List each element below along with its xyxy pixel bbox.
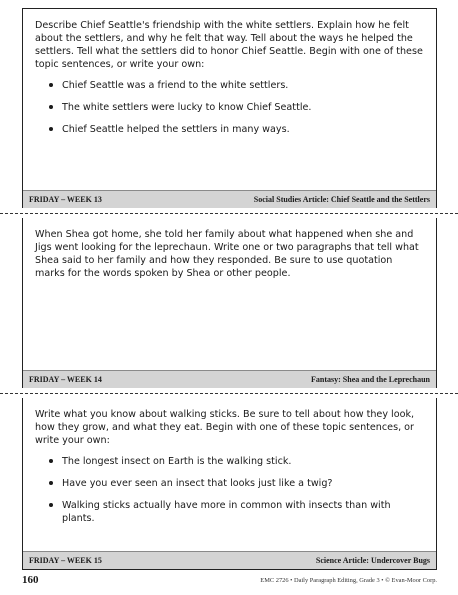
writing-prompt-card-week-14 xyxy=(22,218,437,388)
publisher-credit: EMC 2726 • Daily Paragraph Editing, Grade 3 • © Evan-Moor Corp. xyxy=(260,577,437,584)
list-item xyxy=(49,499,424,525)
card-footer xyxy=(23,551,436,569)
footer-week-label: FRIDAY – WEEK 13 xyxy=(29,195,102,204)
card-body xyxy=(23,398,436,525)
list-item xyxy=(49,477,424,490)
footer-source-label: Science Article: Undercover Bugs xyxy=(315,556,430,565)
prompt-text: Describe Chief Seattle's friendship with the white settlers. Explain how he felt about the settlers, and why he felt that way. Tell about the ways he helped the settlers. Tell what the settlers did to honor Chief Seattle. Begin with one of these topic sentences, or write your own: xyxy=(35,20,423,70)
card-footer xyxy=(23,190,436,208)
dashed-cut-line xyxy=(0,213,458,214)
prompt-text: When Shea got home, she told her family about what happened when she and Jigs went looking for the leprechaun. Write one or two paragraphs that tell what Shea said to her family and how they responded. Be sure to use quotation marks for the words spoken by Shea or other people. xyxy=(35,229,419,279)
list-item xyxy=(49,101,424,114)
bullet-icon xyxy=(49,105,53,109)
card-body xyxy=(23,9,436,136)
list-item xyxy=(49,123,424,136)
topic-sentence-list xyxy=(35,455,424,525)
bullet-icon xyxy=(49,459,53,463)
bullet-icon xyxy=(49,83,53,87)
card-body xyxy=(23,218,436,280)
topic-sentence: Chief Seattle helped the settlers in many ways. xyxy=(62,124,290,135)
topic-sentence-list xyxy=(35,79,424,136)
footer-week-label: FRIDAY – WEEK 14 xyxy=(29,375,102,384)
writing-prompt-card-week-15 xyxy=(22,398,437,570)
list-item xyxy=(49,455,424,468)
topic-sentence: The white settlers were lucky to know Chief Seattle. xyxy=(62,102,312,113)
bullet-icon xyxy=(49,127,53,131)
topic-sentence: Have you ever seen an insect that looks just like a twig? xyxy=(62,478,333,489)
footer-source-label: Social Studies Article: Chief Seattle and the Settlers xyxy=(253,195,430,204)
page-number: 160 xyxy=(22,574,39,586)
list-item xyxy=(49,79,424,92)
bullet-icon xyxy=(49,503,53,507)
dashed-cut-line xyxy=(0,393,458,394)
card-footer xyxy=(23,370,436,388)
footer-week-label: FRIDAY – WEEK 15 xyxy=(29,556,102,565)
writing-prompt-card-week-13 xyxy=(22,8,437,208)
prompt-text: Write what you know about walking sticks. Be sure to tell about how they look, how they grow, and what they eat. Begin with one of these topic sentences, or write your own: xyxy=(35,409,415,446)
bullet-icon xyxy=(49,481,53,485)
topic-sentence: Walking sticks actually have more in common with insects than with plants. xyxy=(62,500,391,524)
topic-sentence: Chief Seattle was a friend to the white settlers. xyxy=(62,80,289,91)
footer-source-label: Fantasy: Shea and the Leprechaun xyxy=(311,375,430,384)
topic-sentence: The longest insect on Earth is the walking stick. xyxy=(62,456,292,467)
